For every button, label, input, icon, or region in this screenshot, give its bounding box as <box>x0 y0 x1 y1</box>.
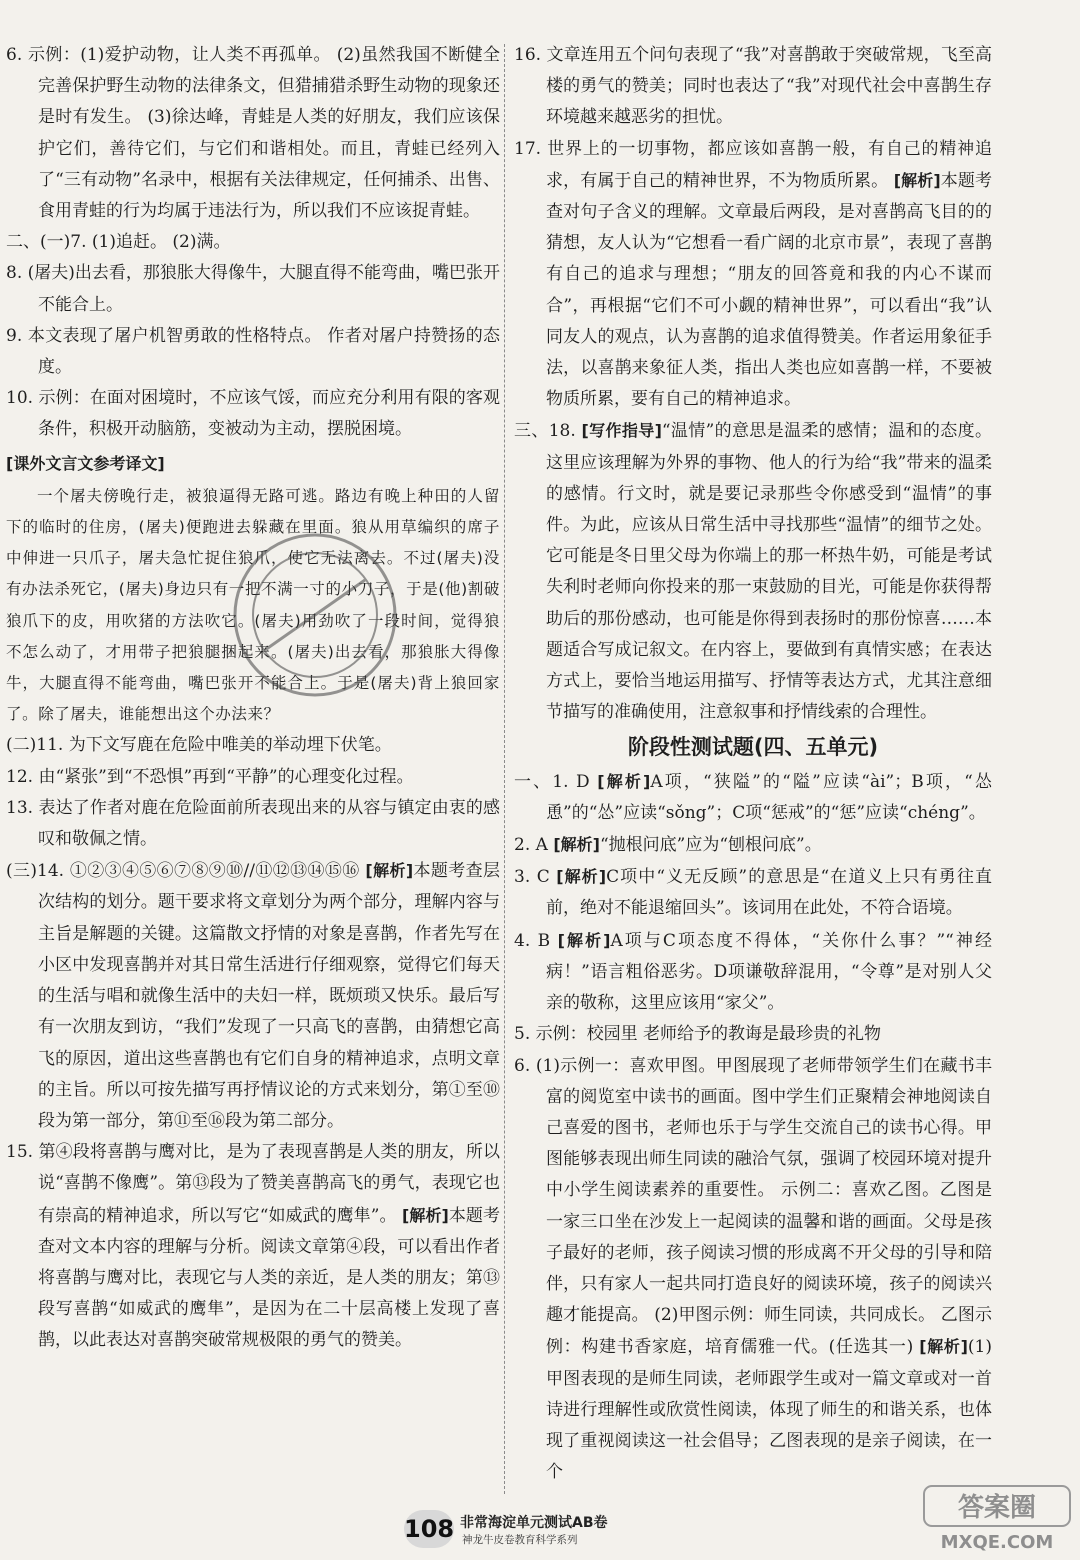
answer-q13: 13. 表达了作者对鹿在危险面前所表现出来的从容与镇定由衷的感叹和敬佩之情。 <box>6 797 500 850</box>
site-watermark-logo <box>922 1482 1072 1554</box>
answer-q18-body: “温情”的意思是温柔的感情；温和的态度。这里应该理解为外界的事物、他人的行为给“我”带来的温柔的感情。行文时，就是要记录那些令你感受到“温情”的事件。为此，应该从日常生活中寻找那些“温情”的细节之处。它可能是冬日里父母为你端上的那一杯热牛奶，可能是考试失利时老师向你投来的那一束鼓励的目光，可能是你获得帮助后的那份感动，也可能是你得到表扬时的那份惊喜……本题适合写成记叙文。在内容上，要做到有真情实感；在表达方式上，要恰当地运用描写、抒情等表达方式，尤其注意细节描写的准确使用，注意叙事和抒情线索的合理性。 <box>546 421 992 723</box>
answer-s-q2 <box>514 829 992 861</box>
left-column <box>6 40 500 1490</box>
answer-s-q1 <box>514 766 992 829</box>
page-footer <box>0 1508 1080 1552</box>
answer-s-q6-body: (1)甲图表现的是师生同读，老师跟学生或对一篇文章或对一首诗进行理解性或欣赏性阅读，体现了师生的和谐关系，也体现了重视阅读这一社会倡导；乙图表现的是亲子阅读，在一个 <box>546 1337 992 1483</box>
section-title: 阶段性测试题(四、五单元) <box>627 735 879 760</box>
translation-heading: [课外文言文参考译文] <box>6 453 165 473</box>
answer-q6: 6. 示例：(1)爱护动物，让人类不再孤单。 (2)虽然我国不断健全完善保护野生动物的法律条文，但猎捕猎杀野生动物的现象还是时有发生。 (3)徐达峰，青蛙是人类的好朋友，我们应该保护它们，善待它们，与它们和谐相处。而且，青蛙已经列入了“三有动物”名录中，根据有关法律规定，任何捕杀、出售、食用青蛙的行为均属于违法行为，所以我们不应该捉青蛙。 <box>6 45 500 222</box>
answer-s-q4-body: A项与C项态度不得体，“关你什么事？”“神经病！”语言粗俗恶劣。D项谦敬辞混用，“令尊”是对别人父亲的敬称，这里应该用“家父”。 <box>546 930 992 1014</box>
answer-q12: 12. 由“紧张”到“不恐惧”再到“平静”的心理变化过程。 <box>6 766 414 787</box>
answer-s-q2-body: “抛根问底”应为“刨根问底”。 <box>599 835 822 856</box>
answer-s-q4 <box>514 925 992 1020</box>
series-name: 神龙牛皮卷教育科学系列 <box>462 1534 578 1546</box>
answer-q17-lead: 17. 世界上的一切事物，都应该如喜鹊一般，有自己的精神追求，有属于自己的精神世界，不为物质所累。 <box>514 138 992 191</box>
answer-q17-body: 本题考查对句子含义的理解。文章最后两段，是对喜鹊高飞目的的猜想，友人认为“它想看一看广阔的北京市景”，表现了喜鹊有自己的追求与理想；“朋友的回答竟和我的内心不谋而合”，再根据“它们不可小觑的精神世界”，可以看出“我”认同友人的观点，认为喜鹊的追求值得赞美。作者运用象征手法，以喜鹊来象征人类，指出人类也应如喜鹊一样，不要被物质所累，要有自己的精神追求。 <box>546 170 992 410</box>
analysis-tag: [解析] <box>919 1337 968 1357</box>
analysis-tag: [解析] <box>553 835 600 855</box>
answer-s-q5: 5. 示例：校园里 老师给予的教诲是最珍贵的礼物 <box>514 1024 882 1045</box>
right-column <box>514 40 992 1490</box>
answer-q8: 8. (屠夫)出去看，那狼胀大得像牛，大腿直得不能弯曲，嘴巴张开不能合上。 <box>6 263 500 315</box>
answer-q10: 10. 示例：在面对困境时，不应该气馁，而应充分利用有限的客观条件，积极开动脑筋，变被动为主动，摆脱困境。 <box>6 388 500 440</box>
answer-s-q3-lead: 3. C <box>514 867 557 888</box>
analysis-tag: [解析] <box>402 1205 449 1225</box>
answer-q11: (二)11. 为下文写鹿在危险中唯美的举动埋下伏笔。 <box>6 735 392 756</box>
analysis-tag: [解析] <box>557 930 611 950</box>
book-title: 非常海淀单元测试AB卷 <box>460 1515 608 1531</box>
writing-guide-tag: [写作指导] <box>581 421 662 441</box>
answer-q14-body: 本题考查层次结构的划分。题干要求将文章划分为两个部分，理解内容与主旨是解题的关键。这篇散文抒情的对象是喜鹊，作者先写在小区中发现喜鹊并对其日常生活进行仔细观察，觉得它们每天的生活与唱和就像生活中的夫妇一样，既烦琐又快乐。最后写有一次朋友到访，“我们”发现了一只高飞的喜鹊，由猜想它高飞的原因，道出这些喜鹊也有它们自身的精神追求，点明文章的主旨。所以可按先描写再抒情议论的方式来划分，第①至⑩段为第一部分，第⑪至⑯段为第二部分。 <box>38 861 501 1131</box>
answer-q15-lead: 15. 第④段将喜鹊与鹰对比，是为了表现喜鹊是人类的朋友，所以说“喜鹊不像鹰”。第⑬段为了赞美喜鹊高飞的勇气，表现它也有崇高的精神追求，所以写它“如威武的鹰隼”。 <box>6 1142 500 1226</box>
answer-q15 <box>6 1137 500 1356</box>
analysis-tag: [解析] <box>365 861 414 881</box>
answer-q15-body: 本题考查对文本内容的理解与分析。阅读文章第④段，可以看出作者将喜鹊与鹰对比，表现它与人类的亲近，是人类的朋友；第⑬段写喜鹊“如威武的鹰隼”，是因为在二十层高楼上发现了喜鹊，以此表达对喜鹊突破常规极限的勇气的赞美。 <box>38 1205 500 1351</box>
answer-s-q2-lead: 2. A <box>514 835 554 856</box>
analysis-tag: [解析] <box>597 771 651 791</box>
translation-text: 一个屠夫傍晚行走，被狼逼得无路可逃。路边有晚上种田的人留下的临时的住房，(屠夫)便跑进去躲藏在里面。狼从用草编织的席子中伸进一只爪子，屠夫急忙捉住狼爪，使它无法离去。不过(屠夫)没有办法杀死它，(屠夫)身边只有一把不满一寸的小刀子，于是(他)割破狼爪下的皮，用吹猪的方法吹它。(屠夫)用劲吹了一段时间，觉得狼不怎么动了，才用带子把狼腿捆起来。(屠夫)出去看，那狼胀大得像牛，大腿直得不能弯曲，嘴巴张开不能合上。于是(屠夫)背上狼回家了。除了屠夫，谁能想出这个办法来？ <box>6 486 500 724</box>
answer-s-q3-body: C项中“义无反顾”的意思是“在道义上只有勇往直前，绝对不能退缩回头”。该词用在此处，不符合语境。 <box>546 867 992 919</box>
answer-q16: 16. 文章连用五个问句表现了“我”对喜鹊敢于突破常规，飞至高楼的勇气的赞美；同时也表达了“我”对现代社会中喜鹊生存环境越来越恶劣的担忧。 <box>514 45 992 128</box>
answer-q9: 9. 本文表现了屠户机智勇敢的性格特点。 作者对屠户持赞扬的态度。 <box>6 325 500 378</box>
answer-q18-lead: 三、18. <box>514 421 582 442</box>
answer-s-q1-lead: 一、1. D <box>514 771 598 792</box>
analysis-tag: [解析] <box>556 867 607 887</box>
answer-q14 <box>6 855 500 1137</box>
answer-s-q4-lead: 4. B <box>514 930 558 951</box>
answer-s-q6 <box>514 1051 992 1489</box>
answer-s-q6-lead: 6. (1)示例一：喜欢甲图。甲图展现了老师带领学生们在藏书丰富的阅览室中读书的画面。图中学生们正聚精会神地阅读自己喜爱的图书，老师也乐于与学生交流自己的读书心得。甲图能够表现出师生同读的融洽气氛，强调了校园环境对提升中小学生阅读素养的重要性。 示例二：喜欢乙图。乙图是一家三口坐在沙发上一起阅读的温馨和谐的画面。父母是孩子最好的老师，孩子阅读习惯的形成离不开父母的引导和陪伴，只有家人一起共同打造良好的阅读环境，孩子的阅读兴趣才能提高。 (2)甲图示例：师生同读，共同成长。 乙图示例：构建书香家庭，培育儒雅一代。(任选其一) <box>514 1055 992 1358</box>
answer-s-q3 <box>514 861 992 924</box>
column-divider <box>504 44 505 1494</box>
answer-q17 <box>514 134 992 416</box>
watermark-stamp <box>220 520 410 710</box>
answer-q14-lead: (三)14. ①②③④⑤⑥⑦⑧⑨⑩//⑪⑫⑬⑭⑮⑯ <box>6 861 366 882</box>
answer-q18 <box>514 415 992 728</box>
watermark-url: MXQE.COM <box>940 1532 1054 1553</box>
watermark-logo-text: 答案圈 <box>957 1493 1037 1523</box>
analysis-tag: [解析] <box>893 170 941 190</box>
answer-s-q1-body: A项，“狭隘”的“隘”应读“ài”；B项，“怂恿”的“怂”应读“sǒng”；C项“惩戒”的“惩”应读“chéng”。 <box>546 771 992 823</box>
answer-q7: 二、(一)7. (1)追赶。 (2)满。 <box>6 232 231 253</box>
page-number: 108 <box>404 1510 454 1548</box>
